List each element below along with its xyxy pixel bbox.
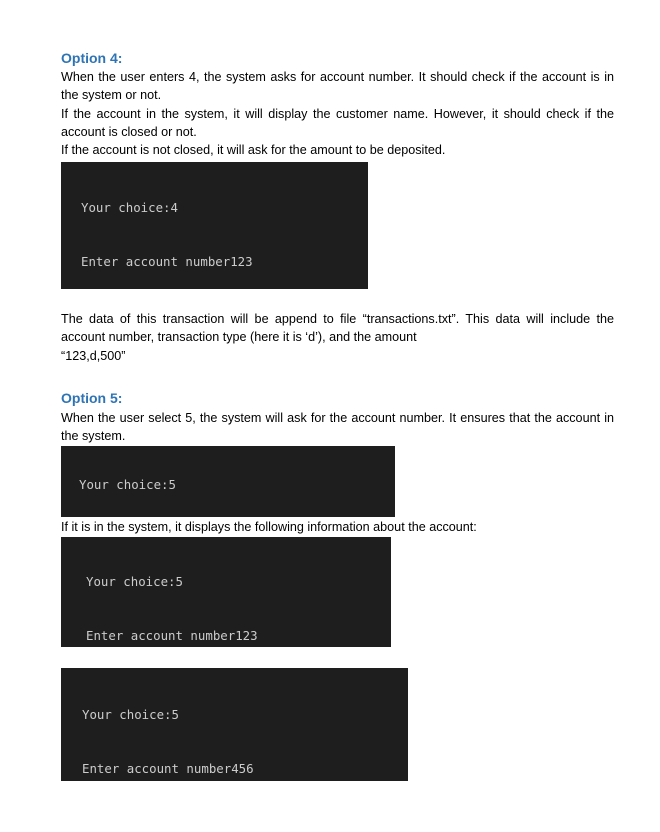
option-4-heading: Option 4: [61, 50, 123, 66]
option-4-intro-line-1: When the user enters 4, the system asks for account number. It should check if the account is in the system or not. [61, 70, 614, 103]
terminal-line: Your choice:5 [86, 574, 183, 590]
option-4-intro-line-3: If the account is not closed, it will ask for the amount to be deposited. [61, 143, 446, 158]
option-5-heading: Option 5: [61, 390, 123, 406]
option-4-transaction-note [61, 310, 614, 365]
transaction-record-example: “123,d,500” [61, 348, 126, 363]
terminal-line: Enter account number123 [86, 628, 258, 644]
transaction-note-text: The data of this transaction will be append to file “transactions.txt”. This data will include the account number, transaction type (here it is ‘d’), and the amount [61, 312, 614, 345]
terminal-line: Enter account number123 [81, 254, 253, 270]
terminal-account-closed [61, 668, 408, 781]
option-5-intro-line-1: When the user select 5, the system will ask for the account number. It ensures that the account in the system. [61, 411, 614, 444]
option-5-found-text: If it is in the system, it displays the following information about the account: [61, 520, 477, 534]
terminal-line: Enter account number456 [82, 761, 254, 777]
option-4-intro [61, 68, 614, 159]
terminal-account-not-found [61, 446, 395, 517]
terminal-line: Your choice:5 [79, 477, 176, 492]
option-5-intro [61, 409, 614, 446]
terminal-deposit-output [61, 162, 368, 289]
terminal-line: Your choice:4 [81, 200, 178, 216]
option-4-intro-line-2: If the account in the system, it will display the customer name. However, it should check if the account is closed or not. [61, 106, 614, 139]
terminal-line: Your choice:5 [82, 707, 179, 723]
terminal-account-active [61, 537, 391, 647]
